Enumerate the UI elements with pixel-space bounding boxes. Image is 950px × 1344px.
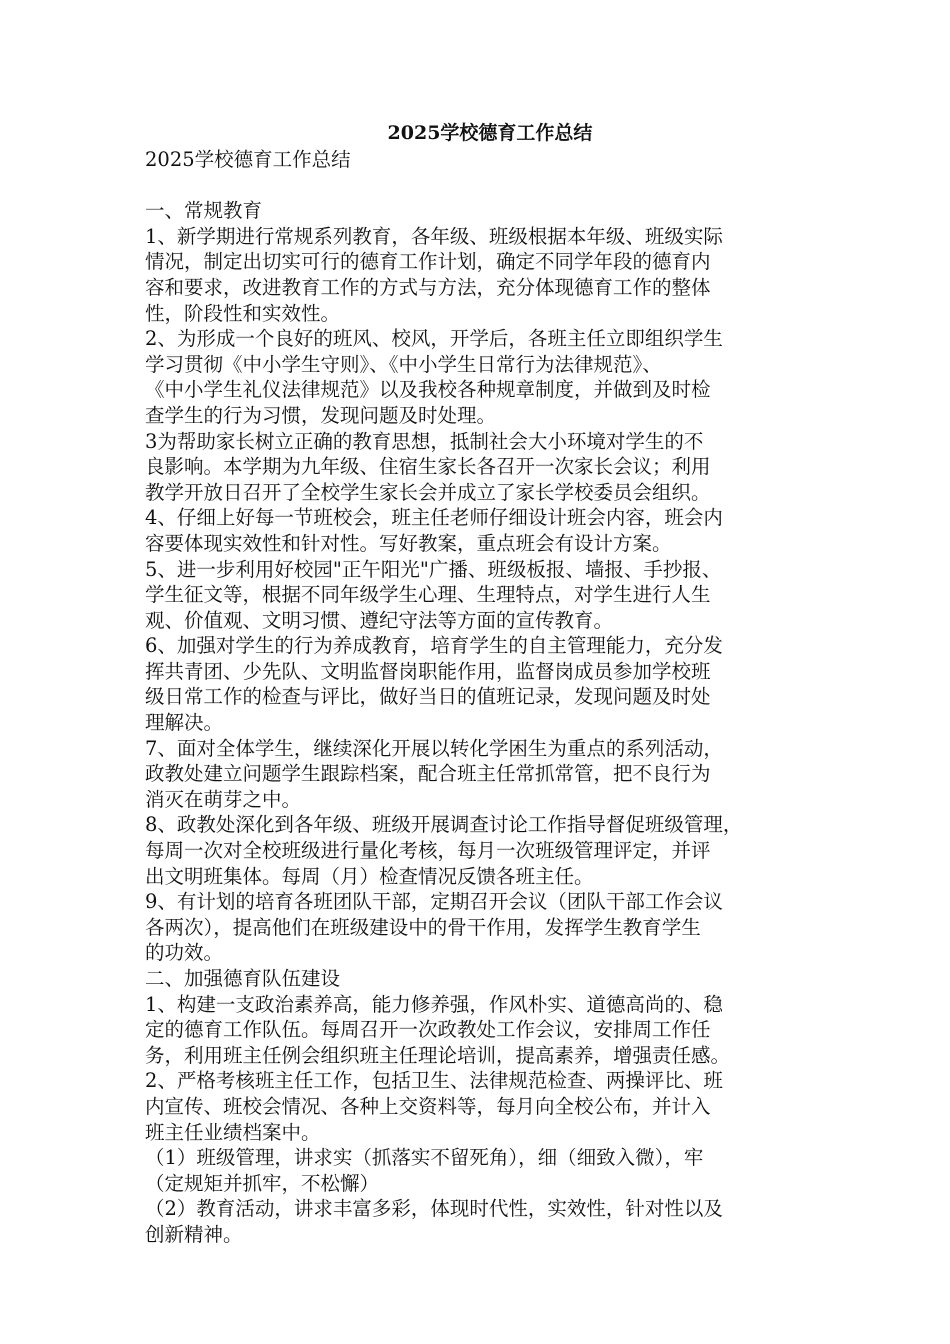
document-subtitle: 2025学校德育工作总结 xyxy=(145,148,351,171)
text-line: 政教处建立问题学生跟踪档案，配合班主任常抓常管，把不良行为 xyxy=(145,762,711,786)
text-line: 2、严格考核班主任工作，包括卫生、法律规范检查、两操评比、班 xyxy=(145,1069,723,1093)
text-line: （1）班级管理，讲求实（抓落实不留死角），细（细致入微），牢 xyxy=(145,1146,704,1170)
text-line: 各两次），提高他们在班级建设中的骨干作用，发挥学生教育学生 xyxy=(145,915,701,939)
text-line: 查学生的行为习惯，发现问题及时处理。 xyxy=(145,403,497,427)
text-line: 8、政教处深化到各年级、班级开展调查讨论工作指导督促班级管理， xyxy=(145,813,743,837)
text-line: 出文明班集体。每周（月）检查情况反馈各班主任。 xyxy=(145,864,594,888)
text-line: 消灭在萌芽之中。 xyxy=(145,787,302,811)
text-line: 1、新学期进行常规系列教育，各年级、班级根据本年级、班级实际 xyxy=(145,224,723,248)
text-line: 5、进一步利用好校园"正午阳光"广播、班级板报、墙报、手抄报、 xyxy=(145,557,722,581)
text-line: 一、常规教育 xyxy=(145,199,263,223)
text-line: 观、价值观、文明习惯、遵纪守法等方面的宣传教育。 xyxy=(145,608,614,632)
text-line: （2）教育活动，讲求丰富多彩，体现时代性，实效性，针对性以及 xyxy=(145,1197,723,1221)
text-line: 3为帮助家长树立正确的教育思想，抵制社会大小环境对学生的不 xyxy=(145,429,704,453)
text-line: 班主任业绩档案中。 xyxy=(145,1120,321,1144)
text-line: 的功效。 xyxy=(145,941,224,965)
text-line: 2、为形成一个良好的班风、校风，开学后，各班主任立即组织学生 xyxy=(145,327,723,351)
text-line: 定的德育工作队伍。每周召开一次政教处工作会议，安排周工作任 xyxy=(145,1018,711,1042)
text-line: 情况，制定出切实可行的德育工作计划，确定不同学年段的德育内 xyxy=(145,250,711,274)
document-lines xyxy=(145,173,815,1248)
text-line: 挥共青团、少先队、文明监督岗职能作用，监督岗成员参加学校班 xyxy=(145,659,711,683)
text-line: 二、加强德育队伍建设 xyxy=(145,967,341,990)
text-line: 理解决。 xyxy=(145,711,224,735)
document-title: 2025学校德育工作总结 xyxy=(387,122,593,144)
text-line: 学习贯彻《中小学生守则》、《中小学生日常行为法律规范》、 xyxy=(145,352,662,376)
text-line: 9、有计划的培育各班团队干部，定期召开会议（团队干部工作会议 xyxy=(145,890,723,914)
text-line: 良影响。本学期为九年级、住宿生家长各召开一次家长会议；利用 xyxy=(145,455,711,479)
text-line: 创新精神。 xyxy=(145,1222,243,1246)
text-line: 1、构建一支政治素养高，能力修养强，作风朴实、道德高尚的、稳 xyxy=(145,992,723,1016)
text-line: 4、仔细上好每一节班校会，班主任老师仔细设计班会内容，班会内 xyxy=(145,506,723,530)
text-line: 务，利用班主任例会组织班主任理论培训，提高素养，增强责任感。 xyxy=(145,1043,731,1067)
text-line: 教学开放日召开了全校学生家长会并成立了家长学校委员会组织。 xyxy=(145,480,711,504)
text-line: 6、加强对学生的行为养成教育，培育学生的自主管理能力，充分发 xyxy=(145,634,723,658)
text-line: 每周一次对全校班级进行量化考核，每月一次班级管理评定，并评 xyxy=(145,839,711,863)
text-line: 学生征文等，根据不同年级学生心理、生理特点，对学生进行人生 xyxy=(145,583,711,607)
text-line: 7、面对全体学生，继续深化开展以转化学困生为重点的系列活动， xyxy=(145,736,723,760)
text-line: 内宣传、班校会情况、各种上交资料等，每月向全校公布，并计入 xyxy=(145,1094,711,1118)
document-body xyxy=(145,120,815,1248)
text-line: 性，阶段性和实效性。 xyxy=(145,301,341,325)
text-line: 《中小学生礼仪法律规范》以及我校各种规章制度，并做到及时检 xyxy=(145,378,711,402)
text-line: 容要体现实效性和针对性。写好教案，重点班会有设计方案。 xyxy=(145,531,672,555)
text-line: （定规矩并抓牢，不松懈） xyxy=(145,1171,380,1195)
text-line: 级日常工作的检查与评比，做好当日的值班记录，发现问题及时处 xyxy=(145,685,711,709)
text-line: 容和要求，改进教育工作的方式与方法，充分体现德育工作的整体 xyxy=(145,275,711,299)
blank-line xyxy=(145,173,815,199)
